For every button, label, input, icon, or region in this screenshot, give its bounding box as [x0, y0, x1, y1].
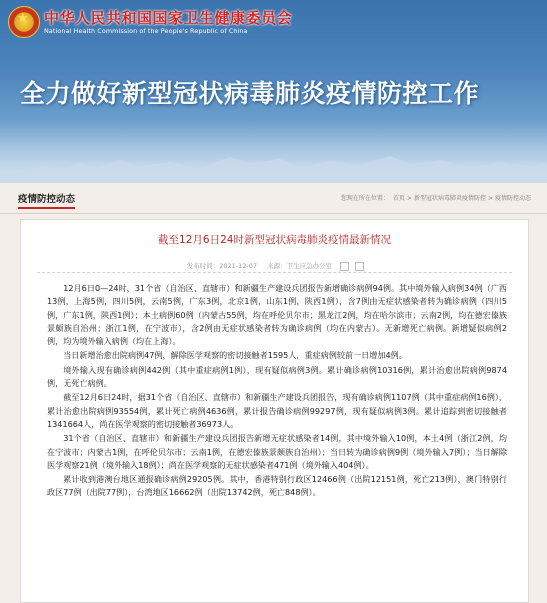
print-icon[interactable] [340, 262, 349, 271]
city-silhouette [0, 145, 547, 183]
article-body [47, 282, 507, 501]
breadcrumb-item-home[interactable]: 首页 [392, 195, 405, 202]
article-card [20, 219, 529, 603]
article-title: 截至12月6日24时新型冠状病毒肺炎疫情最新情况 [158, 234, 391, 246]
paragraph: 12月6日0—24时，31个省（自治区、直辖市）和新疆生产建设兵团报告新增确诊病例94例。其中境外输入病例34例（广西13例，上海5例，四川5例，云南5例，广东3例，北京1例，山东1例，陕西1例），含7例由无症状感染者转为确诊病例（四川5例，广东1例，陕西1例）；本土病例60例（内蒙古55例，均在呼伦贝尔市；黑龙江2例，均在哈尔滨市；云南2例，均在德宏傣族景颇族自治州；浙江1例，在宁波市），含2例由无症状感染者转为确诊病例（均在内蒙古）。无新增死亡病例。新增疑似病例2例，均为境外输入病例（均在上海）。 [47, 283, 507, 347]
paragraph: 31个省（自治区、直辖市）和新疆生产建设兵团报告新增无症状感染者14例，其中境外输入10例，本土4例（浙江2例，均在宁波市；内蒙古1例，在呼伦贝尔市；云南1例，在德宏傣族景颇族自治州）；当日转为确诊病例9例（境外输入7例）；当日解除医学观察21例（境外输入18例）；尚在医学观察的无症状感染者471例（境外输入404例）。 [47, 433, 507, 470]
site-header [0, 0, 547, 183]
close-icon[interactable] [355, 262, 364, 271]
article-meta [21, 261, 528, 271]
paragraph: 累计收到港澳台地区通报确诊病例29205例。其中，香港特别行政区12466例（出院12151例，死亡213例），澳门特别行政区77例（出院77例），台湾地区16662例（出院13742例，死亡848例）。 [47, 474, 507, 498]
divider [37, 272, 512, 273]
national-emblem-icon[interactable] [8, 6, 40, 38]
section-nav [0, 183, 547, 214]
paragraph: 境外输入现有确诊病例442例（其中重症病例1例），现有疑似病例3例。累计确诊病例10316例，累计治愈出院病例9874例，无死亡病例。 [47, 364, 507, 389]
campaign-banner: 全力做好新型冠状病毒肺炎疫情防控工作 [20, 79, 480, 108]
breadcrumb-item-covid[interactable]: 新型冠状病毒肺炎疫情防控 [413, 195, 486, 202]
org-name-en: National Health Commission of the People's Republic of China [44, 27, 248, 35]
breadcrumb-prefix: 您现在所在位置： [340, 195, 389, 202]
paragraph: 截至12月6日24时，据31个省（自治区、直辖市）和新疆生产建设兵团报告，现有确诊病例1107例（其中重症病例16例），累计治愈出院病例93554例，累计死亡病例4636例，累计报告确诊病例99297例，现有疑似病例3例。累计追踪到密切接触者1341664人，尚在医学观察的密切接触者36973人。 [47, 392, 507, 429]
paragraph: 当日新增治愈出院病例47例，解除医学观察的密切接触者1595人，重症病例较前一日增加4例。 [63, 350, 407, 361]
section-title-link[interactable]: 疫情防控动态 [18, 191, 75, 209]
org-name-cn[interactable]: 中华人民共和国国家卫生健康委员会 [44, 9, 293, 27]
article-source: 来源：卫生应急办公室 [267, 262, 333, 270]
breadcrumb-item-updates[interactable]: 疫情防控动态 [494, 195, 531, 202]
publish-date: 发布时间：2021-12-07 [186, 262, 258, 270]
breadcrumb: 您现在所在位置： 首页 > 新型冠状病毒肺炎疫情防控 > 疫情防控动态 [340, 195, 531, 202]
